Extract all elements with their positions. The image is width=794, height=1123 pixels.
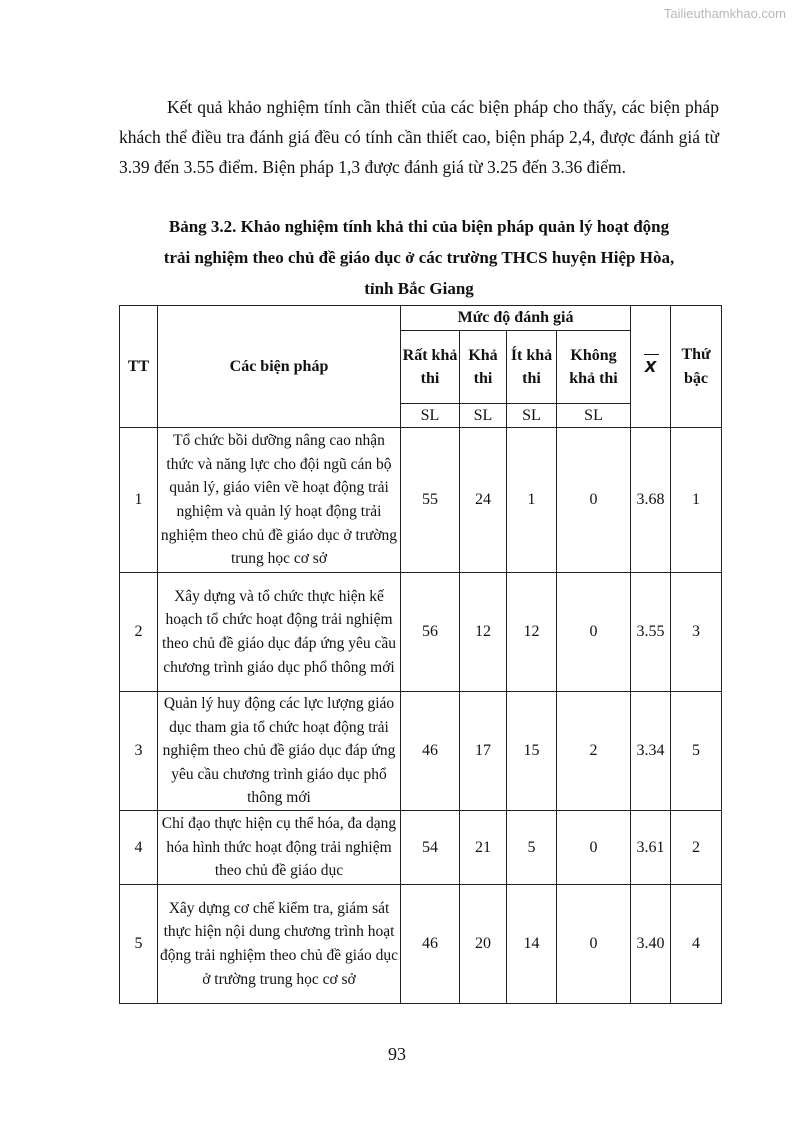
cell-mean: 3.61 <box>631 811 671 885</box>
header-very-feasible: Rất khả thi <box>401 331 460 404</box>
table-row <box>120 428 722 573</box>
cell-tt: 1 <box>120 428 158 573</box>
cell-very-feasible: 46 <box>401 885 460 1004</box>
cell-method: Chỉ đạo thực hiện cụ thể hóa, đa dạng hóa hình thức hoạt động trải nghiệm theo chủ đề giáo dục <box>158 811 401 885</box>
header-tt: TT <box>120 306 158 428</box>
cell-mean: 3.34 <box>631 692 671 811</box>
header-mean <box>631 306 671 428</box>
cell-very-feasible: 46 <box>401 692 460 811</box>
cell-feasible: 20 <box>460 885 507 1004</box>
cell-tt: 3 <box>120 692 158 811</box>
cell-less-feasible: 15 <box>507 692 557 811</box>
cell-less-feasible: 1 <box>507 428 557 573</box>
header-feasible: Khả thi <box>460 331 507 404</box>
cell-rank: 5 <box>671 692 722 811</box>
caption-line-1: Bảng 3.2. Khảo nghiệm tính khả thi của biện pháp quản lý hoạt động <box>168 217 670 236</box>
header-less-feasible: Ít khả thi <box>507 331 557 404</box>
feasibility-table <box>119 305 722 1004</box>
cell-method: Xây dựng và tổ chức thực hiện kế hoạch tổ chức hoạt động trải nghiệm theo chủ đề giáo dục đáp ứng yêu cầu chương trình giáo dục phổ thông mới <box>158 573 401 692</box>
header-sl: SL <box>460 404 507 428</box>
cell-less-feasible: 12 <box>507 573 557 692</box>
cell-rank: 4 <box>671 885 722 1004</box>
header-sl: SL <box>401 404 460 428</box>
cell-less-feasible: 5 <box>507 811 557 885</box>
cell-mean: 3.55 <box>631 573 671 692</box>
page-number: 93 <box>388 1044 406 1064</box>
header-level-group: Mức độ đánh giá <box>401 306 631 331</box>
mean-x-bar: X <box>645 353 657 380</box>
cell-feasible: 12 <box>460 573 507 692</box>
table-caption <box>119 211 719 304</box>
cell-very-feasible: 56 <box>401 573 460 692</box>
cell-tt: 5 <box>120 885 158 1004</box>
header-rank: Thứ bậc <box>671 306 722 428</box>
caption-line-3: tỉnh Bắc Giang <box>364 279 474 298</box>
header-sl: SL <box>507 404 557 428</box>
intro-paragraph: Kết quả khảo nghiệm tính cần thiết của các biện pháp cho thấy, các biện pháp khách thể điều tra đánh giá đều có tính cần thiết cao, biện pháp 2,4, được đánh giá từ 3.39 đến 3.55 điểm. Biện pháp 1,3 được đánh giá từ 3.25 đến 3.36 điểm. <box>119 97 719 177</box>
table-row <box>120 573 722 692</box>
table-row <box>120 811 722 885</box>
table-row <box>120 885 722 1004</box>
cell-method: Tổ chức bồi dưỡng nâng cao nhận thức và năng lực cho đội ngũ cán bộ quản lý, giáo viên về hoạt động trải nghiệm và quản lý hoạt động trải nghiệm theo chủ đề giáo dục ở trường trung học cơ sở <box>158 428 401 573</box>
cell-not-feasible: 2 <box>557 692 631 811</box>
cell-method: Xây dựng cơ chế kiểm tra, giám sát thực hiện nội dung chương trình hoạt động trải nghiệm theo chủ đề giáo dục ở trường trung học cơ sở <box>158 885 401 1004</box>
watermark: Tailieuthamkhao.com <box>663 6 786 21</box>
cell-not-feasible: 0 <box>557 428 631 573</box>
header-not-feasible: Không khả thi <box>557 331 631 404</box>
cell-not-feasible: 0 <box>557 885 631 1004</box>
header-sl: SL <box>557 404 631 428</box>
cell-less-feasible: 14 <box>507 885 557 1004</box>
cell-feasible: 17 <box>460 692 507 811</box>
cell-tt: 2 <box>120 573 158 692</box>
cell-rank: 3 <box>671 573 722 692</box>
cell-feasible: 24 <box>460 428 507 573</box>
cell-not-feasible: 0 <box>557 573 631 692</box>
cell-very-feasible: 54 <box>401 811 460 885</box>
cell-mean: 3.68 <box>631 428 671 573</box>
header-method: Các biện pháp <box>158 306 401 428</box>
cell-mean: 3.40 <box>631 885 671 1004</box>
cell-tt: 4 <box>120 811 158 885</box>
caption-line-2: trải nghiệm theo chủ đề giáo dục ở các trường THCS huyện Hiệp Hòa, <box>163 248 675 267</box>
cell-not-feasible: 0 <box>557 811 631 885</box>
cell-rank: 2 <box>671 811 722 885</box>
cell-rank: 1 <box>671 428 722 573</box>
cell-method: Quản lý huy động các lực lượng giáo dục tham gia tổ chức hoạt động trải nghiệm theo chủ đề giáo dục đáp ứng yêu cầu chương trình giáo dục phổ thông mới <box>158 692 401 811</box>
cell-very-feasible: 55 <box>401 428 460 573</box>
table-row <box>120 692 722 811</box>
cell-feasible: 21 <box>460 811 507 885</box>
